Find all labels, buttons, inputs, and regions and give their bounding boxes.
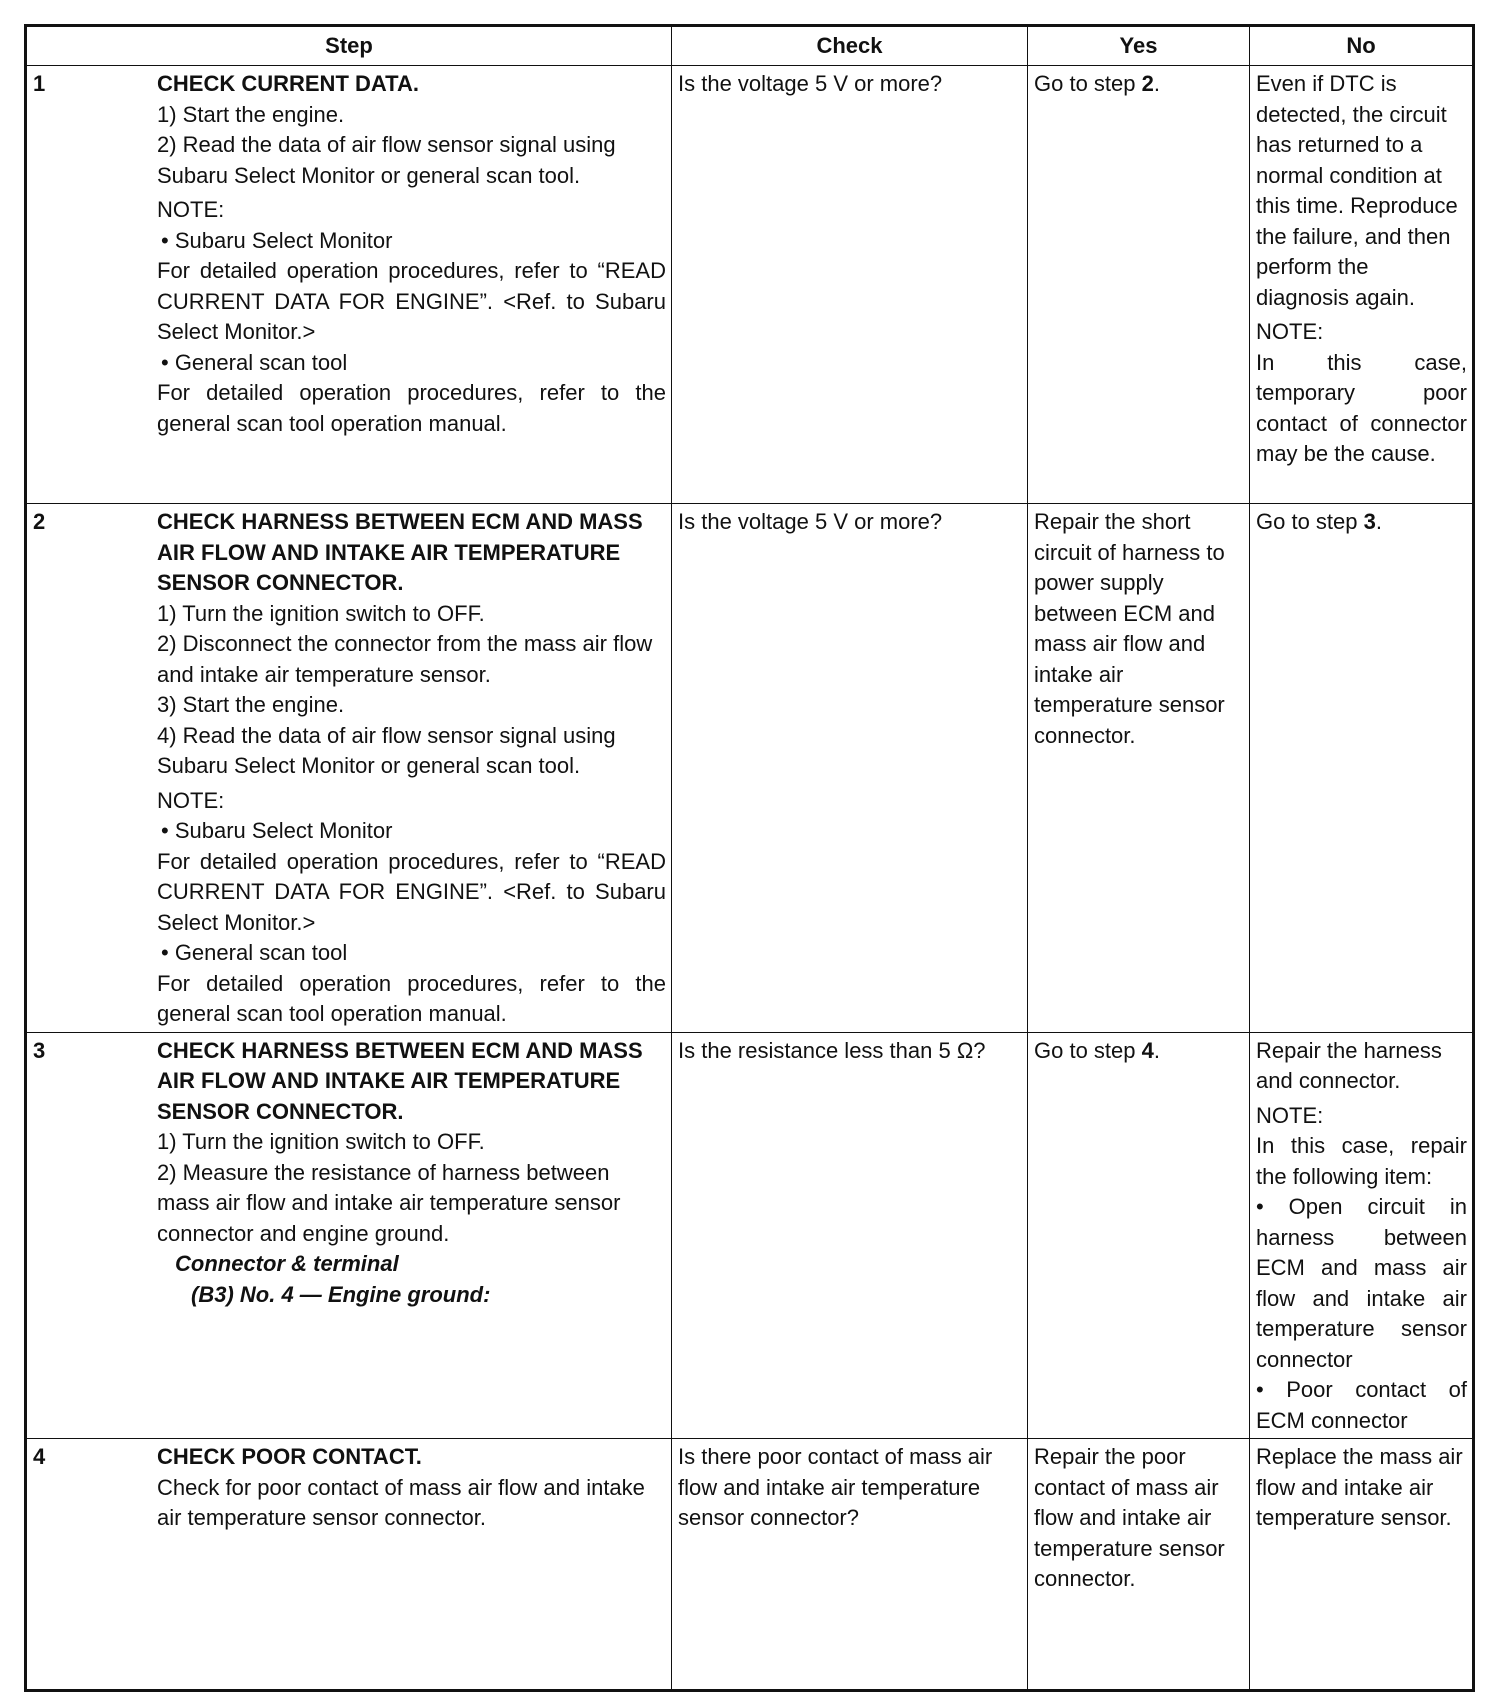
yes-suffix: . bbox=[1153, 71, 1160, 96]
yes-suffix: . bbox=[1153, 1037, 1160, 1063]
step-cell bbox=[26, 1439, 672, 1691]
step-row-1 bbox=[26, 66, 1474, 504]
note-text: For detailed operation procedures, refer to “READ CURRENT DATA FOR ENGINE”. <Ref. to Subaru Select Monitor.> bbox=[157, 848, 666, 935]
yes-cell: Repair the poor contact of mass air flow and intake air temperature sensor connector. bbox=[1028, 1439, 1250, 1691]
note-bullet: • General scan tool bbox=[161, 940, 348, 965]
no-text: Even if DTC is detected, the circuit has returned to a normal condition at this time. Reproduce the failure, and then perform the diagnosis again. bbox=[1256, 71, 1458, 310]
step-title: CHECK HARNESS BETWEEN ECM AND MASS AIR FLOW AND INTAKE AIR TEMPERATURE SENSOR CONNECTOR. bbox=[157, 1037, 643, 1124]
no-prefix: Go to step bbox=[1256, 509, 1364, 534]
no-note-item: • Open circuit in harness between ECM and mass air flow and intake air temperature sensor connector bbox=[1256, 1194, 1467, 1372]
step-instruction: Check for poor contact of mass air flow and intake air temperature sensor connector. bbox=[157, 1474, 645, 1530]
no-note-label: NOTE: bbox=[1256, 1102, 1324, 1128]
step-cell bbox=[26, 1032, 672, 1439]
no-step-number: 3 bbox=[1363, 509, 1376, 534]
no-cell bbox=[1250, 504, 1474, 1033]
no-note-label: NOTE: bbox=[1256, 319, 1324, 344]
yes-cell bbox=[1028, 1032, 1250, 1439]
step-instruction: 2) Read the data of air flow sensor signal using Subaru Select Monitor or general scan tool. bbox=[157, 132, 616, 188]
header-yes: Yes bbox=[1028, 26, 1250, 66]
spec-value: (B3) No. 4 — Engine ground: bbox=[191, 1281, 491, 1307]
yes-cell: Repair the short circuit of harness to power supply between ECM and mass air flow and intake air temperature sensor connector. bbox=[1028, 504, 1250, 1033]
step-instruction: 2) Measure the resistance of harness between mass air flow and intake air temperature sensor connector and engine ground. bbox=[157, 1159, 621, 1246]
step-number: 2 bbox=[33, 509, 46, 534]
step-number: 1 bbox=[33, 71, 46, 96]
no-cell: Replace the mass air flow and intake air temperature sensor. bbox=[1250, 1439, 1474, 1691]
no-note: In this case, temporary poor contact of connector may be the cause. bbox=[1256, 349, 1467, 466]
step-instruction: 1) Turn the ignition switch to OFF. bbox=[157, 600, 485, 626]
yes-prefix: Go to step bbox=[1034, 71, 1142, 96]
note-text: For detailed operation procedures, refer to the general scan tool operation manual. bbox=[157, 970, 666, 1026]
note-bullet: • Subaru Select Monitor bbox=[161, 227, 393, 253]
note-label: NOTE: bbox=[157, 787, 225, 813]
step-title: CHECK HARNESS BETWEEN ECM AND MASS AIR FLOW AND INTAKE AIR TEMPERATURE SENSOR CONNECTOR. bbox=[157, 509, 643, 595]
check-cell: Is the voltage 5 V or more? bbox=[672, 504, 1028, 1033]
step-instruction: 4) Read the data of air flow sensor signal using Subaru Select Monitor or general scan tool. bbox=[157, 722, 616, 778]
check-cell: Is the resistance less than 5 Ω? bbox=[672, 1032, 1028, 1439]
step-row-2 bbox=[26, 504, 1474, 1033]
step-title: CHECK POOR CONTACT. bbox=[157, 1444, 422, 1469]
header-check: Check bbox=[672, 26, 1028, 66]
check-cell: Is the voltage 5 V or more? bbox=[672, 66, 1028, 504]
step-instruction: 2) Disconnect the connector from the mass air flow and intake air temperature sensor. bbox=[157, 631, 653, 687]
yes-step-number: 4 bbox=[1141, 1037, 1154, 1063]
step-cell bbox=[26, 66, 672, 504]
step-number: 4 bbox=[33, 1444, 46, 1469]
step-row-3 bbox=[26, 1032, 1474, 1439]
no-cell bbox=[1250, 66, 1474, 504]
no-note: In this case, repair the following item: bbox=[1256, 1133, 1467, 1189]
step-instruction: 1) Start the engine. bbox=[157, 101, 345, 127]
step-instruction: 1) Turn the ignition switch to OFF. bbox=[157, 1129, 485, 1154]
note-text: For detailed operation procedures, refer to the general scan tool operation manual. bbox=[157, 380, 666, 436]
step-title: CHECK CURRENT DATA. bbox=[157, 71, 419, 96]
step-cell bbox=[26, 504, 672, 1033]
diagnostic-procedure-table bbox=[24, 24, 1475, 1692]
note-bullet: • Subaru Select Monitor bbox=[161, 818, 393, 843]
header-row bbox=[26, 26, 1474, 66]
yes-cell bbox=[1028, 66, 1250, 504]
step-number: 3 bbox=[33, 1037, 46, 1063]
header-step: Step bbox=[26, 26, 672, 66]
note-text: For detailed operation procedures, refer to “READ CURRENT DATA FOR ENGINE”. <Ref. to Subaru Select Monitor.> bbox=[157, 258, 666, 344]
yes-prefix: Go to step bbox=[1034, 1037, 1142, 1063]
check-cell: Is there poor contact of mass air flow and intake air temperature sensor connector? bbox=[672, 1439, 1028, 1691]
no-text: Repair the harness and connector. bbox=[1256, 1037, 1442, 1093]
note-bullet: • General scan tool bbox=[161, 349, 348, 375]
step-instruction: 3) Start the engine. bbox=[157, 692, 345, 717]
spec-label: Connector & terminal bbox=[175, 1251, 399, 1276]
yes-step-number: 2 bbox=[1141, 71, 1154, 96]
header-no: No bbox=[1250, 26, 1474, 66]
step-row-4 bbox=[26, 1439, 1474, 1691]
note-label: NOTE: bbox=[157, 197, 225, 222]
no-cell bbox=[1250, 1032, 1474, 1439]
no-note-item: • Poor contact of ECM connector bbox=[1256, 1377, 1467, 1433]
no-suffix: . bbox=[1375, 509, 1382, 534]
